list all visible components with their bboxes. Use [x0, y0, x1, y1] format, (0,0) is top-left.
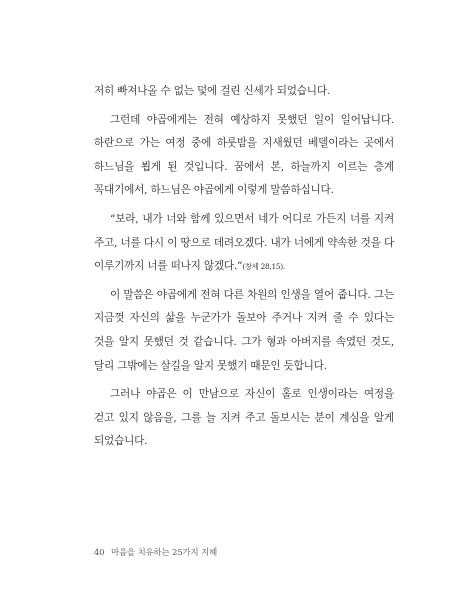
page-number: 40: [94, 547, 105, 557]
scripture-quote: “보라, 내가 너와 함께 있으면서 네가 어디로 가든지 너를 지켜 주고, 너를 다시 이 땅으로 데려오겠다. 내가 너에게 약속한 것을 다 이루기까지 너를 떠나지 않겠다.”: [94, 212, 394, 273]
body-text: [94, 80, 394, 459]
paragraph-5: [94, 383, 394, 454]
paragraph-4-text: 이 말씀은 야곱에게 전혀 다른 차원의 인생을 열어 줍니다. 그는 지금껏 자신의 삶을 누군가가 돌보아 주거나 지켜 줄 수 있다는 것을 알지 못했던 것 같습니다. 그가 형과 아버지를 속였던 것도, 달리 그밖에는 살길을 알지 못했기 때문인 듯합니다.: [94, 288, 394, 372]
book-title: 마음을 치유하는 25가지 지혜: [111, 547, 218, 557]
paragraph-5-text: 그러나 야곱은 이 만남으로 자신이 홀로 인생이라는 여정을 걷고 있지 않음을, 그를 늘 지켜 주고 돌보시는 분이 계심을 알게 되었습니다.: [94, 388, 394, 448]
scripture-citation: (창세 28,15).: [242, 262, 285, 272]
paragraph-1-text: 저히 빠져나올 수 없는 덫에 걸린 신세가 되었습니다.: [94, 85, 331, 97]
paragraph-3-quote: [94, 208, 394, 279]
page-footer: [94, 546, 217, 558]
paragraph-2: [94, 109, 394, 203]
paragraph-4: [94, 284, 394, 378]
paragraph-2-text: 그런데 야곱에게는 전혀 예상하지 못했던 일이 일어납니다. 하란으로 가는 여정 중에 하룻밤을 지새웠던 베델이라는 곳에서 하느님을 뵙게 된 것입니다. 꿈에서 본, 하늘까지 이르는 층계 꼭대기에서, 하느님은 야곱에게 이렇게 말씀하십니다.: [94, 113, 394, 197]
paragraph-1: [94, 80, 394, 104]
